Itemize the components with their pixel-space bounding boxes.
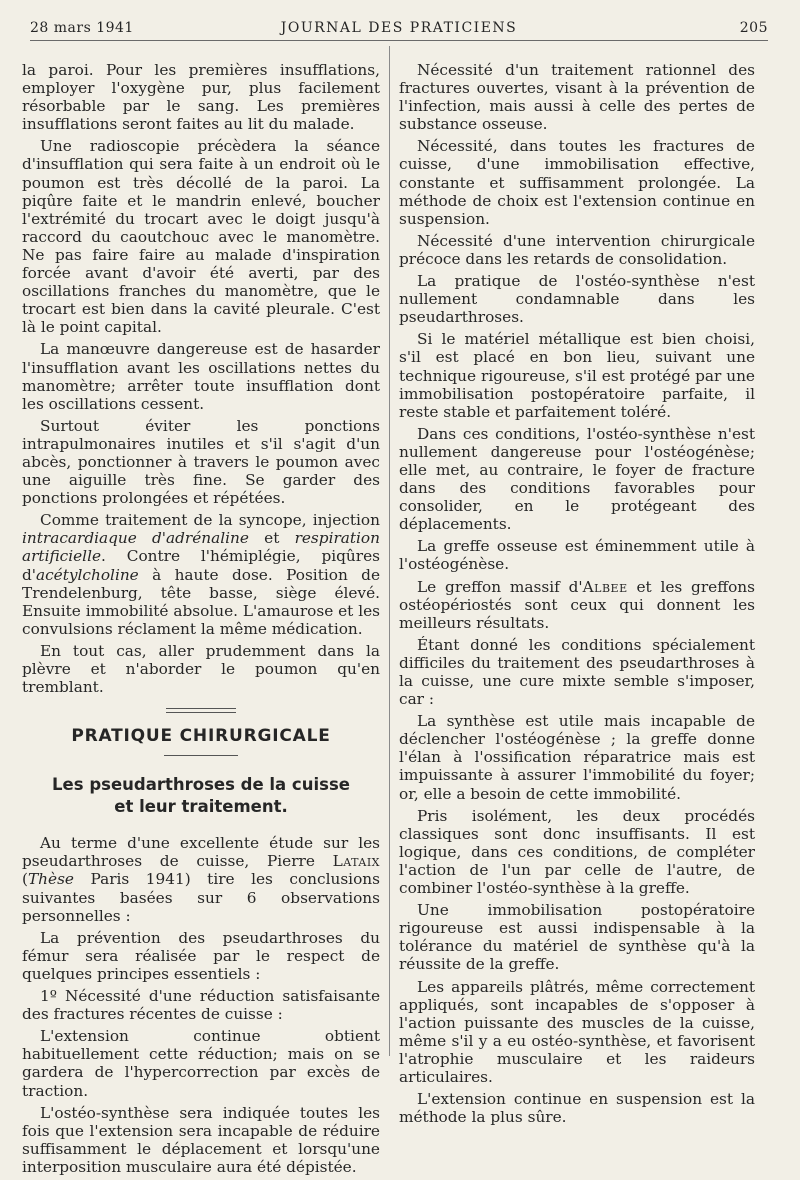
paragraph: Au terme d'une excellente étude sur les pseudarthroses de cuisse, Pierre Lataix (Thèse Paris 1941) tire les conclusions suivantes basées sur 6 observations personnelles :	[22, 834, 380, 925]
paragraph: La prévention des pseudarthroses du fémur sera réalisée par le respect de quelques principes essentiels :	[22, 928, 380, 983]
paragraph: Nécessité d'un traitement rationnel des fractures ouvertes, visant à la prévention de l'infection, mais aussi à celle des pertes de substance osseuse.	[399, 61, 755, 134]
paragraph: Le greffon massif d'Albee et les greffons ostéopériostés sont ceux qui donnent les meilleurs résultats.	[399, 577, 755, 632]
paragraph: L'extension continue obtient habituellement cette réduction; mais on se gardera de l'hypercorrection par excès de traction.	[22, 1027, 380, 1100]
paragraph: Une radioscopie précèdera la séance d'insufflation qui sera faite à un endroit où le poumon est très décollé de la paroi. La piqûre faite et le mandrin enlevé, boucher l'extrémité du trocart avec le doigt jusqu'à raccord du caoutchouc avec le manomètre. Ne pas faire faire au malade d'inspiration forcée avant d'avoir été averti, par des oscillations franches du manomètre, que le trocart est bien dans la cavité pleurale. C'est là le point capital.	[22, 137, 380, 337]
header-page-number: 205	[739, 20, 768, 36]
paragraph: En tout cas, aller prudemment dans la plèvre et n'aborder le poumon qu'en tremblant.	[22, 641, 380, 697]
paragraph: Surtout éviter les ponctions intrapulmonaires inutiles et s'il s'agit d'un abcès, ponctionner à travers le poumon avec une aiguille très fine. Se garder des ponctions prolongées et répétées.	[22, 416, 380, 508]
paragraph: L'extension continue en suspension est la méthode la plus sûre.	[399, 1090, 755, 1127]
header-date: 28 mars 1941	[30, 20, 134, 36]
section-title: PRATIQUE CHIRURGICALE	[71, 726, 331, 747]
page-header	[30, 18, 768, 41]
column-divider	[389, 46, 390, 1056]
header-journal-title: JOURNAL DES PRATICIENS	[280, 20, 518, 36]
section-separator	[166, 708, 236, 713]
right-column	[399, 61, 755, 1130]
left-column	[22, 61, 380, 1180]
paragraph: Comme traitement de la syncope, injection intracardiaque d'adrénaline et respiration artificielle. Contre l'hémiplégie, piqûres d'acétylcholine à haute dose. Position de Trendelenburg, tête basse, siège élevé. Ensuite immobilité absolue. L'amaurose et les convulsions réclament la même médication.	[22, 511, 380, 638]
title-rule	[164, 755, 238, 756]
paragraph: La synthèse est utile mais incapable de déclencher l'ostéogénèse ; la greffe donne l'élan à l'ossification réparatrice mais est impuissante à assurer l'immobilité du foyer; or, elle a besoin de cette immobilité.	[399, 712, 755, 803]
paragraph: La greffe osseuse est éminemment utile à l'ostéogénèse.	[399, 537, 755, 574]
paragraph: Si le matériel métallique est bien choisi, s'il est placé en bon lieu, suivant une technique rigoureuse, s'il est protégé par une immobilisation postopératoire parfaite, il reste stable et parfaitement toléré.	[399, 330, 755, 421]
paragraph: Dans ces conditions, l'ostéo-synthèse n'est nullement dangereuse pour l'ostéogénèse; elle met, au contraire, le foyer de fracture dans des conditions favorables pour consolider, en le protégeant des déplacements.	[399, 424, 755, 534]
paragraph: L'ostéo-synthèse sera indiquée toutes les fois que l'extension sera incapable de réduire suffisamment le déplacement et lorsqu'une interposition musculaire aura été dépistée.	[22, 1103, 380, 1176]
paragraph: La manœuvre dangereuse est de hasarder l'insufflation avant les oscillations nettes du manomètre; arrêter toute insufflation dont les oscillations cessent.	[22, 340, 380, 413]
paragraph: Une immobilisation postopératoire rigoureuse est aussi indispensable à la tolérance du matériel de synthèse qu'à la réussite de la greffe.	[399, 901, 755, 974]
paragraph: la paroi. Pour les premières insufflations, employer l'oxygène pur, plus facilement résorbable par le sang. Les premières insufflations seront faites au lit du malade.	[22, 61, 380, 134]
paragraph: 1º Nécessité d'une réduction satisfaisante des fractures récentes de cuisse :	[22, 987, 380, 1024]
paragraph: La pratique de l'ostéo-synthèse n'est nullement condamnable dans les pseudarthroses.	[399, 272, 755, 327]
paragraph: Étant donné les conditions spécialement difficiles du traitement des pseudarthroses à la cuisse, une cure mixte semble s'imposer, car :	[399, 635, 755, 709]
paragraph: Nécessité, dans toutes les fractures de cuisse, d'une immobilisation effective, constante et suffisamment prolongée. La méthode de choix est l'extension continue en suspension.	[399, 137, 755, 228]
paragraph: Nécessité d'une intervention chirurgicale précoce dans les retards de consolidation.	[399, 231, 755, 268]
paragraph: Les appareils plâtrés, même correctement appliqués, sont incapables de s'opposer à l'action puissante des muscles de la cuisse, même s'il y a eu ostéo-synthèse, et favorisent l'atrophie musculaire et les raideurs articulaires.	[399, 977, 755, 1086]
paragraph: Pris isolément, les deux procédés classiques sont donc insuffisants. Il est logique, dans ces conditions, de compléter l'action de l'un par celle de l'autre, de combiner l'ostéo-synthèse à la greffe.	[399, 806, 755, 898]
article-title: Les pseudarthroses de la cuisse et leur traitement.	[52, 775, 350, 817]
